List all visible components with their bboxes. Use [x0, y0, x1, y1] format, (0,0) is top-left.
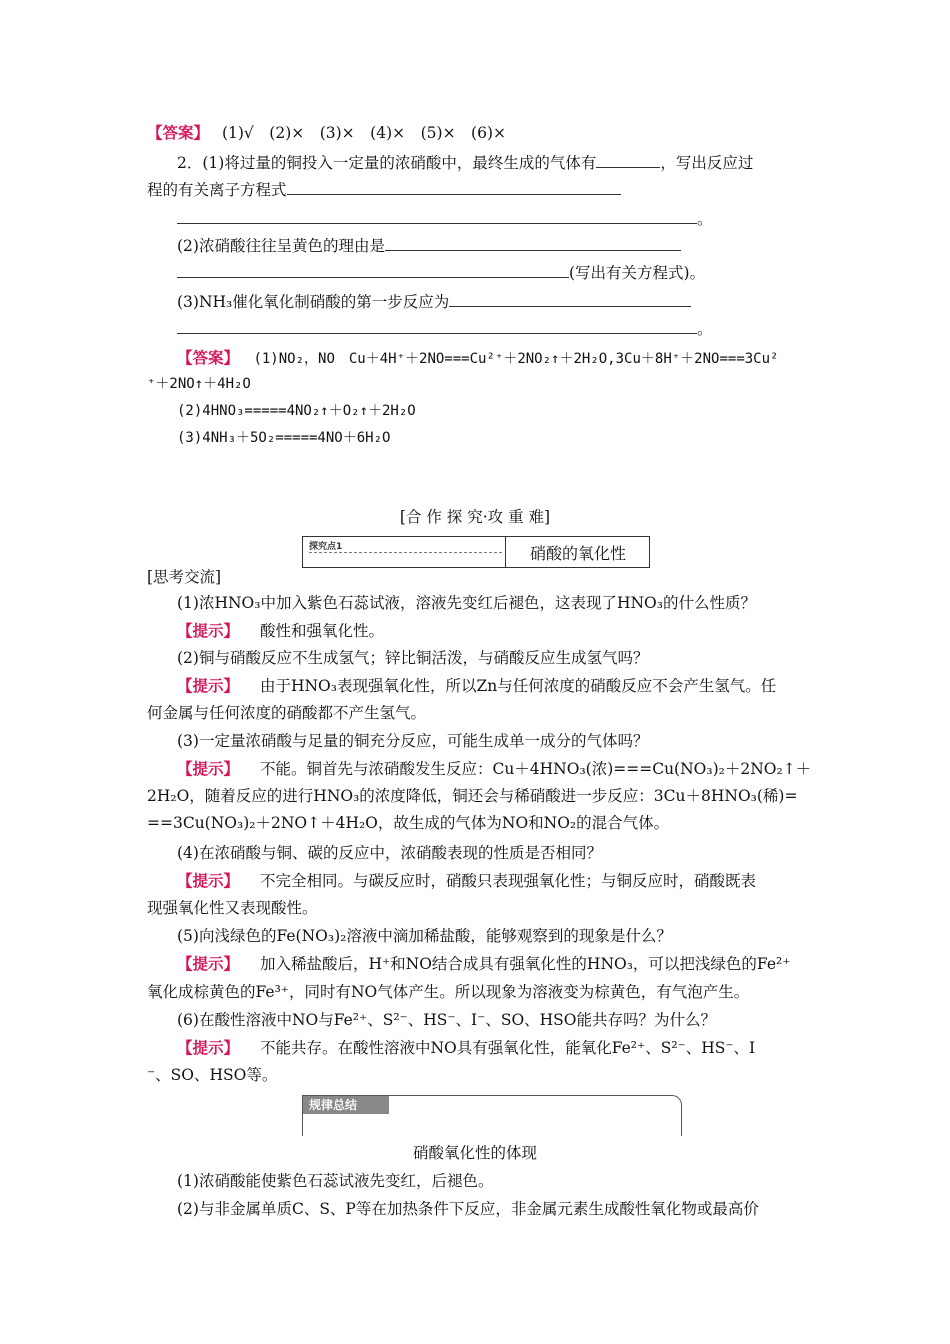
discussion-hint-3-cont: ==3Cu(NO₃)₂＋2NO↑＋4H₂O，故生成的气体为NO和NO₂的混合气体。 [147, 814, 670, 832]
question-2-line-1 [177, 150, 837, 176]
hint-tag: 【提示】 [177, 676, 240, 695]
fill-blank[interactable] [385, 234, 681, 251]
divider [309, 552, 502, 553]
question-text: (2)浓硝酸往往呈黄色的理由是 [177, 237, 385, 255]
discussion-hint-5 [177, 951, 837, 977]
question-2-line-3 [177, 206, 837, 232]
hint-text: 由于HNO₃表现强氧化性，所以Zn与任何浓度的硝酸反应不会产生氢气。任 [259, 677, 777, 695]
rule-summary-box [302, 1095, 682, 1136]
hint-tag: 【提示】 [177, 759, 240, 778]
rule-point-2: (2)与非金属单质C、S、P等在加热条件下反应，非金属元素生成酸性氧化物或最高价 [177, 1200, 759, 1218]
discussion-hint-4-cont: 现强氧化性又表现酸性。 [147, 899, 318, 917]
divider [505, 537, 506, 567]
answer-1 [147, 120, 807, 146]
question-2-line-4 [177, 233, 837, 259]
fill-blank[interactable] [596, 151, 660, 168]
rule-point-1: (1)浓硝酸能使紫色石蕊试液先变红，后褪色。 [177, 1172, 494, 1190]
question-text: ，写出反应过 [660, 154, 754, 172]
fill-blank[interactable] [449, 290, 691, 307]
explore-point-label: 探究点1 [309, 542, 343, 552]
answer-2-line-1 [177, 345, 837, 372]
section-heading: [合 作 探 究·攻 重 难] [399, 508, 551, 526]
period-mark: 。 [697, 210, 713, 228]
hint-tag: 【提示】 [177, 954, 240, 973]
question-2-line-6 [177, 289, 837, 315]
rule-summary-title: 硝酸氧化性的体现 [412, 1144, 537, 1162]
fill-blank[interactable] [287, 178, 621, 195]
question-text: 程的有关离子方程式 [147, 181, 287, 199]
answer-tag: 【答案】 [177, 348, 240, 367]
rule-summary-tab: 规律总结 [303, 1096, 389, 1114]
hint-tag: 【提示】 [177, 621, 240, 640]
hint-text: 不能。铜首先与浓硝酸发生反应：Cu＋4HNO₃(浓)===Cu(NO₃)₂＋2NO₂↑＋ [259, 760, 812, 778]
discussion-question-3: (3)一定量浓硝酸与足量的铜充分反应，可能生成单一成分的气体吗？ [177, 732, 649, 750]
answer-tag: 【答案】 [147, 123, 210, 142]
discussion-question-1: (1)浓HNO₃中加入紫色石蕊试液，溶液先变红后褪色，这表现了HNO₃的什么性质？ [177, 594, 756, 612]
question-2-line-7 [177, 316, 837, 342]
discussion-question-2: (2)铜与硝酸反应不生成氢气；锌比铜活泼，与硝酸反应生成氢气吗？ [177, 649, 649, 667]
answer-1-text: (1)√ (2)× (3)× (4)× (5)× (6)× [221, 124, 507, 142]
discussion-hint-3-cont: 2H₂O，随着反应的进行HNO₃的浓度降低，铜还会与稀硝酸进一步反应：3Cu＋8HNO₃(稀)= [147, 787, 798, 805]
discussion-hint-2 [177, 673, 837, 699]
answer-2-line-4: (3)4NH₃＋5O₂=====4NO＋6H₂O [177, 430, 391, 446]
fill-blank[interactable] [177, 261, 569, 278]
discussion-question-5: (5)向浅绿色的Fe(NO₃)₂溶液中滴加稀盐酸，能够观察到的现象是什么？ [177, 927, 672, 945]
question-2-line-2 [147, 177, 807, 203]
hint-tag: 【提示】 [177, 1038, 240, 1057]
discussion-hint-4 [177, 868, 837, 894]
explore-point-title: 硝酸的氧化性 [529, 544, 626, 563]
question-text: (写出有关方程式)。 [569, 264, 706, 282]
question-2-line-5 [177, 260, 837, 286]
hint-text: 酸性和强氧化性。 [259, 622, 384, 640]
answer-2-line-2: ⁺＋2NO↑＋4H₂O [147, 376, 251, 392]
fill-blank[interactable] [177, 317, 697, 334]
hint-text: 加入稀盐酸后，H⁺和NO结合成具有强氧化性的HNO₃，可以把浅绿色的Fe²⁺ [259, 955, 791, 973]
answer-2-text: (1)NO₂，NO Cu＋4H⁺＋2NO===Cu²⁺＋2NO₂↑＋2H₂O,3Cu＋8H⁺＋2NO===3Cu² [253, 351, 779, 367]
hint-text: 不完全相同。与碳反应时，硝酸只表现强氧化性；与铜反应时，硝酸既表 [259, 872, 756, 890]
question-text: 2．(1)将过量的铜投入一定量的浓硝酸中，最终生成的气体有 [177, 154, 597, 172]
discussion-question-6: (6)在酸性溶液中NO与Fe²⁺、S²⁻、HS⁻、I⁻、SO、HSO能共存吗？为什么？ [177, 1011, 717, 1029]
discussion-hint-5-cont: 氧化成棕黄色的Fe³⁺，同时有NO气体产生。所以现象为溶液变为棕黄色，有气泡产生。 [147, 983, 750, 1001]
discussion-hint-1 [177, 618, 837, 644]
hint-text: 不能共存。在酸性溶液中NO具有强氧化性，能氧化Fe²⁺、S²⁻、HS⁻、I [259, 1039, 756, 1057]
discussion-heading: [思考交流] [147, 568, 222, 586]
fill-blank[interactable] [177, 207, 697, 224]
period-mark: 。 [697, 320, 713, 338]
discussion-question-4: (4)在浓硝酸与铜、碳的反应中，浓硝酸表现的性质是否相同？ [177, 844, 602, 862]
answer-2-line-3: (2)4HNO₃=====4NO₂↑＋O₂↑＋2H₂O [177, 403, 416, 419]
hint-tag: 【提示】 [177, 871, 240, 890]
question-text: (3)NH₃催化氧化制硝酸的第一步反应为 [177, 293, 450, 311]
discussion-hint-3 [177, 756, 837, 782]
discussion-hint-2-cont: 何金属与任何浓度的硝酸都不产生氢气。 [147, 704, 427, 722]
discussion-hint-6 [177, 1035, 837, 1061]
discussion-hint-6-cont: ⁻、SO、HSO等。 [147, 1066, 278, 1084]
